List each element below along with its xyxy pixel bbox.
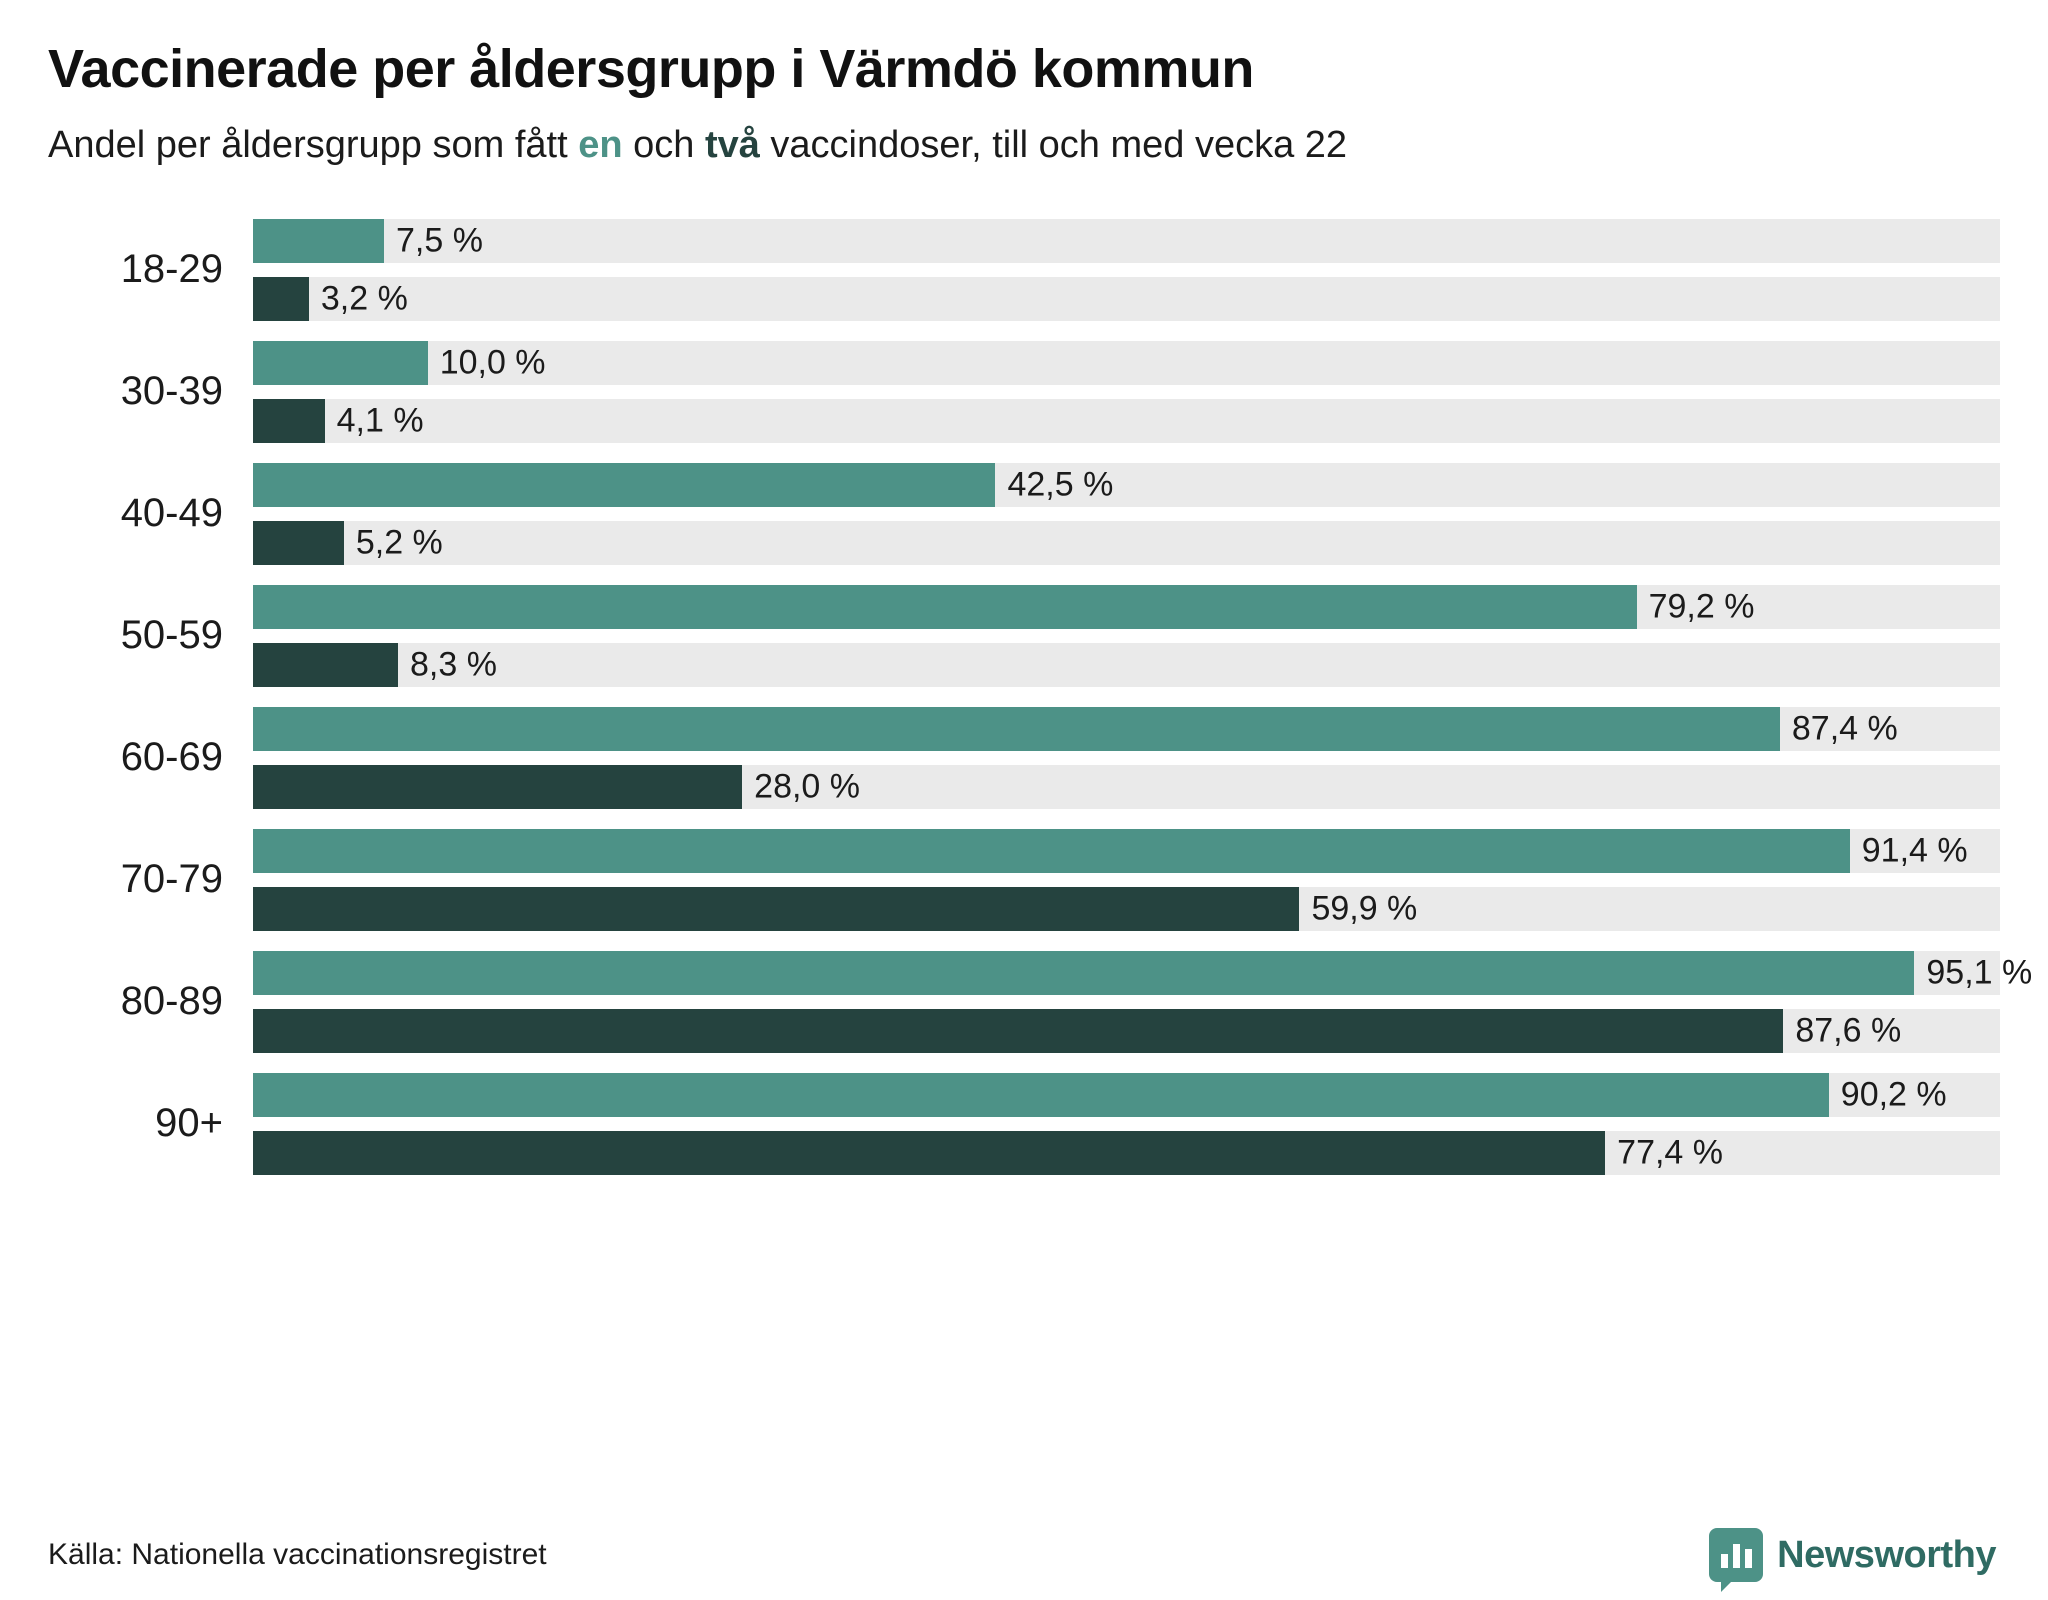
bar-two-doses bbox=[253, 521, 344, 565]
bar-pair bbox=[253, 941, 2033, 1063]
bar-pair bbox=[253, 209, 2000, 331]
bar-chart-plot bbox=[48, 209, 2033, 1500]
bar-pair bbox=[253, 1063, 2000, 1185]
bar-value-label: 3,2 % bbox=[320, 279, 408, 318]
bar-one-dose bbox=[253, 463, 995, 507]
bar-value-label: 87,6 % bbox=[1795, 1011, 1902, 1050]
bar-track bbox=[253, 887, 2000, 931]
bar-value-label: 95,1 % bbox=[1926, 953, 2033, 992]
bar-track bbox=[253, 765, 2000, 809]
bar-value-label: 4,1 % bbox=[336, 401, 424, 440]
bar-one-dose bbox=[253, 1073, 1829, 1117]
chart-footer bbox=[48, 1510, 2000, 1600]
bar-track bbox=[253, 1131, 2000, 1175]
bar-one-dose bbox=[253, 585, 1637, 629]
source-note: Källa: Nationella vaccinationsregistret bbox=[48, 1538, 547, 1571]
bar-one-dose bbox=[253, 341, 428, 385]
bar-group bbox=[48, 453, 2000, 575]
category-label: 30-39 bbox=[120, 369, 223, 414]
subtitle-highlight-one-dose: en bbox=[578, 124, 623, 167]
bar-track bbox=[253, 951, 2033, 995]
bar-value-label: 59,9 % bbox=[1311, 889, 1418, 928]
bar-track bbox=[253, 643, 2000, 687]
bar-one-dose bbox=[253, 829, 1850, 873]
category-label: 70-79 bbox=[120, 857, 223, 902]
bar-value-label: 87,4 % bbox=[1791, 709, 1898, 748]
category-label: 60-69 bbox=[120, 735, 223, 780]
bar-pair bbox=[253, 453, 2000, 575]
bar-track bbox=[253, 341, 2000, 385]
bar-track bbox=[253, 463, 2000, 507]
bar-value-label: 77,4 % bbox=[1617, 1133, 1724, 1172]
chart-subtitle bbox=[48, 123, 2000, 169]
bar-group bbox=[48, 209, 2000, 331]
subtitle-part-before: Andel per åldersgrupp som fått bbox=[48, 124, 579, 167]
bar-value-label: 8,3 % bbox=[410, 645, 497, 684]
bar-track bbox=[253, 829, 2000, 873]
page-title: Vaccinerade per åldersgrupp i Värmdö kommun bbox=[48, 39, 1254, 99]
category-label: 50-59 bbox=[120, 613, 223, 658]
bar-one-dose bbox=[253, 951, 1914, 995]
bar-track bbox=[253, 521, 2000, 565]
category-label: 18-29 bbox=[120, 247, 223, 292]
bar-two-doses bbox=[253, 277, 309, 321]
bar-one-dose bbox=[253, 707, 1780, 751]
category-label: 40-49 bbox=[120, 491, 223, 536]
bar-track bbox=[253, 585, 2000, 629]
bar-track bbox=[253, 277, 2000, 321]
bar-value-label: 79,2 % bbox=[1648, 587, 1755, 626]
bar-value-label: 7,5 % bbox=[396, 221, 483, 260]
bar-value-label: 91,4 % bbox=[1861, 831, 1968, 870]
bar-two-doses bbox=[253, 399, 325, 443]
bar-track bbox=[253, 707, 2000, 751]
bar-track bbox=[253, 399, 2000, 443]
bar-pair bbox=[253, 697, 2000, 819]
bar-two-doses bbox=[253, 643, 398, 687]
bar-group bbox=[48, 819, 2000, 941]
bar-value-label: 90,2 % bbox=[1840, 1075, 1947, 1114]
bar-group bbox=[48, 697, 2000, 819]
bar-value-label: 28,0 % bbox=[754, 767, 861, 806]
bar-group bbox=[48, 331, 2000, 453]
brand-name: Newsworthy bbox=[1777, 1533, 1996, 1576]
subtitle-part-after: vaccindoser, till och med vecka 22 bbox=[759, 124, 1348, 167]
bar-value-label: 42,5 % bbox=[1007, 465, 1114, 504]
bar-one-dose bbox=[253, 219, 384, 263]
bar-track bbox=[253, 1009, 2000, 1053]
bar-pair bbox=[253, 575, 2000, 697]
bar-track bbox=[253, 219, 2000, 263]
bar-pair bbox=[253, 331, 2000, 453]
bar-value-label: 10,0 % bbox=[439, 343, 546, 382]
brand-logo bbox=[1709, 1528, 2000, 1582]
category-label: 90+ bbox=[155, 1101, 223, 1146]
bar-two-doses bbox=[253, 1131, 1605, 1175]
bar-two-doses bbox=[253, 765, 742, 809]
bar-track bbox=[253, 1073, 2000, 1117]
bar-group bbox=[48, 575, 2000, 697]
bar-pair bbox=[253, 819, 2000, 941]
newsworthy-chart-icon bbox=[1709, 1528, 1763, 1582]
subtitle-part-middle: och bbox=[622, 124, 705, 167]
category-label: 80-89 bbox=[120, 979, 223, 1024]
bar-two-doses bbox=[253, 887, 1299, 931]
bar-group bbox=[48, 941, 2033, 1063]
subtitle-highlight-two-doses: två bbox=[704, 124, 760, 167]
bar-group bbox=[48, 1063, 2000, 1185]
bar-value-label: 5,2 % bbox=[355, 523, 443, 562]
bar-two-doses bbox=[253, 1009, 1783, 1053]
